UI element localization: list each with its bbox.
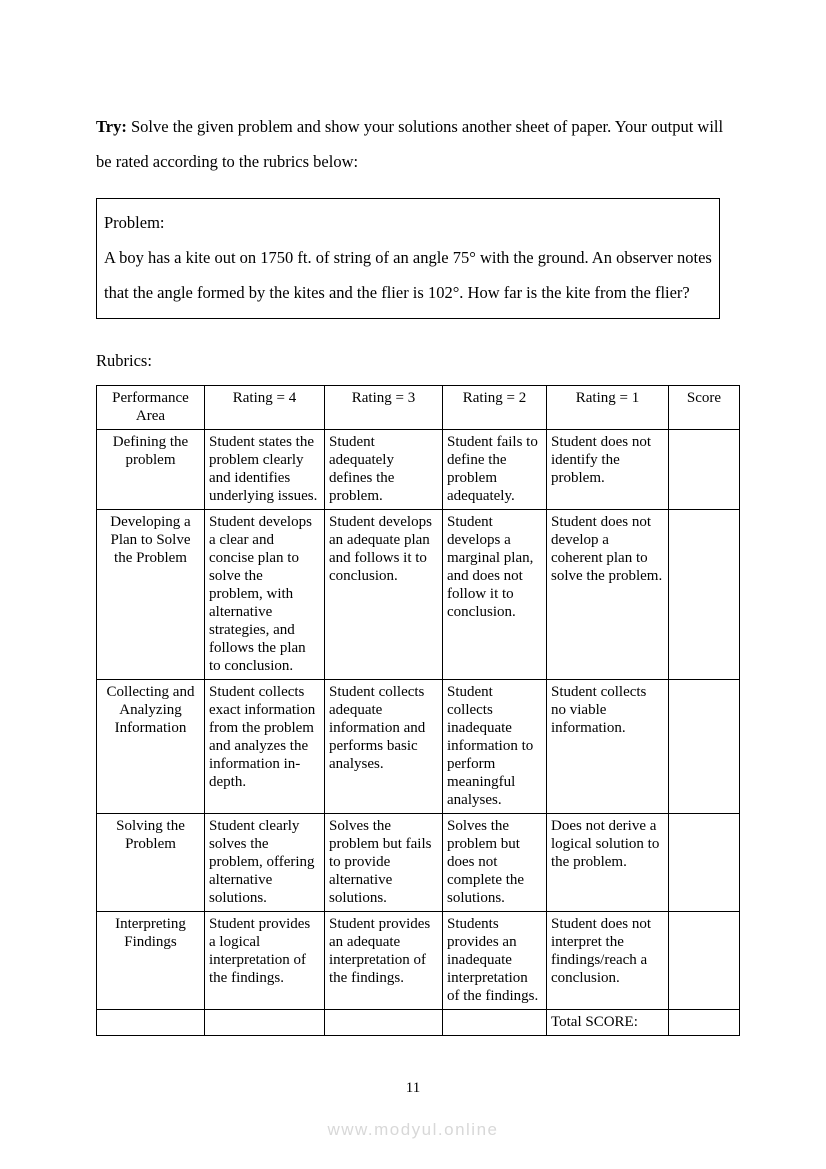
- table-row: [97, 679, 740, 813]
- page-content: [96, 92, 728, 1036]
- row-rating-1: Student does not develop a coherent plan to solve the problem.: [547, 509, 669, 679]
- column-header-score: Score: [669, 385, 740, 429]
- row-area: Developing a Plan to Solve the Problem: [97, 509, 205, 679]
- row-rating-4: Student states the problem clearly and identifies underlying issues.: [205, 429, 325, 509]
- column-header-performance-area: Performance Area: [97, 385, 205, 429]
- row-area: Defining the problem: [97, 429, 205, 509]
- watermark: www.modyul.online: [327, 1120, 499, 1139]
- total-empty-r3: [325, 1009, 443, 1035]
- total-empty-r4: [205, 1009, 325, 1035]
- row-rating-2: Student develops a marginal plan, and does not follow it to conclusion.: [443, 509, 547, 679]
- total-score-row: [97, 1009, 740, 1035]
- row-rating-3: Solves the problem but fails to provide alternative solutions.: [325, 813, 443, 911]
- row-area: Solving the Problem: [97, 813, 205, 911]
- row-rating-2: Students provides an inadequate interpretation of the findings.: [443, 911, 547, 1009]
- instruction-text: Solve the given problem and show your solutions another sheet of paper. Your output will be rated according to the rubrics below:: [96, 116, 724, 171]
- table-row: [97, 911, 740, 1009]
- row-area: Collecting and Analyzing Information: [97, 679, 205, 813]
- row-score[interactable]: [669, 911, 740, 1009]
- row-rating-1: Student collects no viable information.: [547, 679, 669, 813]
- row-rating-2: Student collects inadequate information to perform meaningful analyses.: [443, 679, 547, 813]
- row-score[interactable]: [669, 679, 740, 813]
- total-empty-r2: [443, 1009, 547, 1035]
- instruction-label: Try:: [96, 116, 127, 136]
- total-score-value[interactable]: [669, 1009, 740, 1035]
- row-rating-2: Student fails to define the problem adequately.: [443, 429, 547, 509]
- problem-statement: A boy has a kite out on 1750 ft. of string of an angle 75° with the ground. An observer notes that the angle formed by the kites and the flier is 102°. How far is the kite from the flier?: [104, 247, 712, 302]
- row-rating-4: Student develops a clear and concise plan to solve the problem, with alternative strategies, and follows the plan to conclusion.: [205, 509, 325, 679]
- row-rating-3: Student adequately defines the problem.: [325, 429, 443, 509]
- table-row: [97, 429, 740, 509]
- row-rating-2: Solves the problem but does not complete the solutions.: [443, 813, 547, 911]
- row-rating-1: Student does not interpret the findings/reach a conclusion.: [547, 911, 669, 1009]
- row-score[interactable]: [669, 509, 740, 679]
- instruction-paragraph: [96, 109, 728, 179]
- row-rating-4: Student collects exact information from the problem and analyzes the information in-depth.: [205, 679, 325, 813]
- table-row: [97, 509, 740, 679]
- column-header-rating-4: Rating = 4: [205, 385, 325, 429]
- column-header-rating-1: Rating = 1: [547, 385, 669, 429]
- table-row: [97, 813, 740, 911]
- row-area: Interpreting Findings: [97, 911, 205, 1009]
- row-rating-4: Student provides a logical interpretation of the findings.: [205, 911, 325, 1009]
- column-header-rating-3: Rating = 3: [325, 385, 443, 429]
- problem-box: [96, 198, 720, 319]
- row-rating-1: Does not derive a logical solution to the problem.: [547, 813, 669, 911]
- rubric-table: [96, 385, 740, 1036]
- rubrics-label: Rubrics:: [96, 350, 152, 370]
- row-rating-3: Student collects adequate information and performs basic analyses.: [325, 679, 443, 813]
- row-rating-3: Student develops an adequate plan and follows it to conclusion.: [325, 509, 443, 679]
- total-empty-area: [97, 1009, 205, 1035]
- row-rating-3: Student provides an adequate interpretation of the findings.: [325, 911, 443, 1009]
- problem-label: Problem:: [104, 212, 165, 232]
- row-score[interactable]: [669, 429, 740, 509]
- row-score[interactable]: [669, 813, 740, 911]
- page-number: 11: [405, 1080, 421, 1096]
- table-header-row: [97, 385, 740, 429]
- row-rating-4: Student clearly solves the problem, offering alternative solutions.: [205, 813, 325, 911]
- total-score-label: Total SCORE:: [547, 1009, 669, 1035]
- column-header-rating-2: Rating = 2: [443, 385, 547, 429]
- row-rating-1: Student does not identify the problem.: [547, 429, 669, 509]
